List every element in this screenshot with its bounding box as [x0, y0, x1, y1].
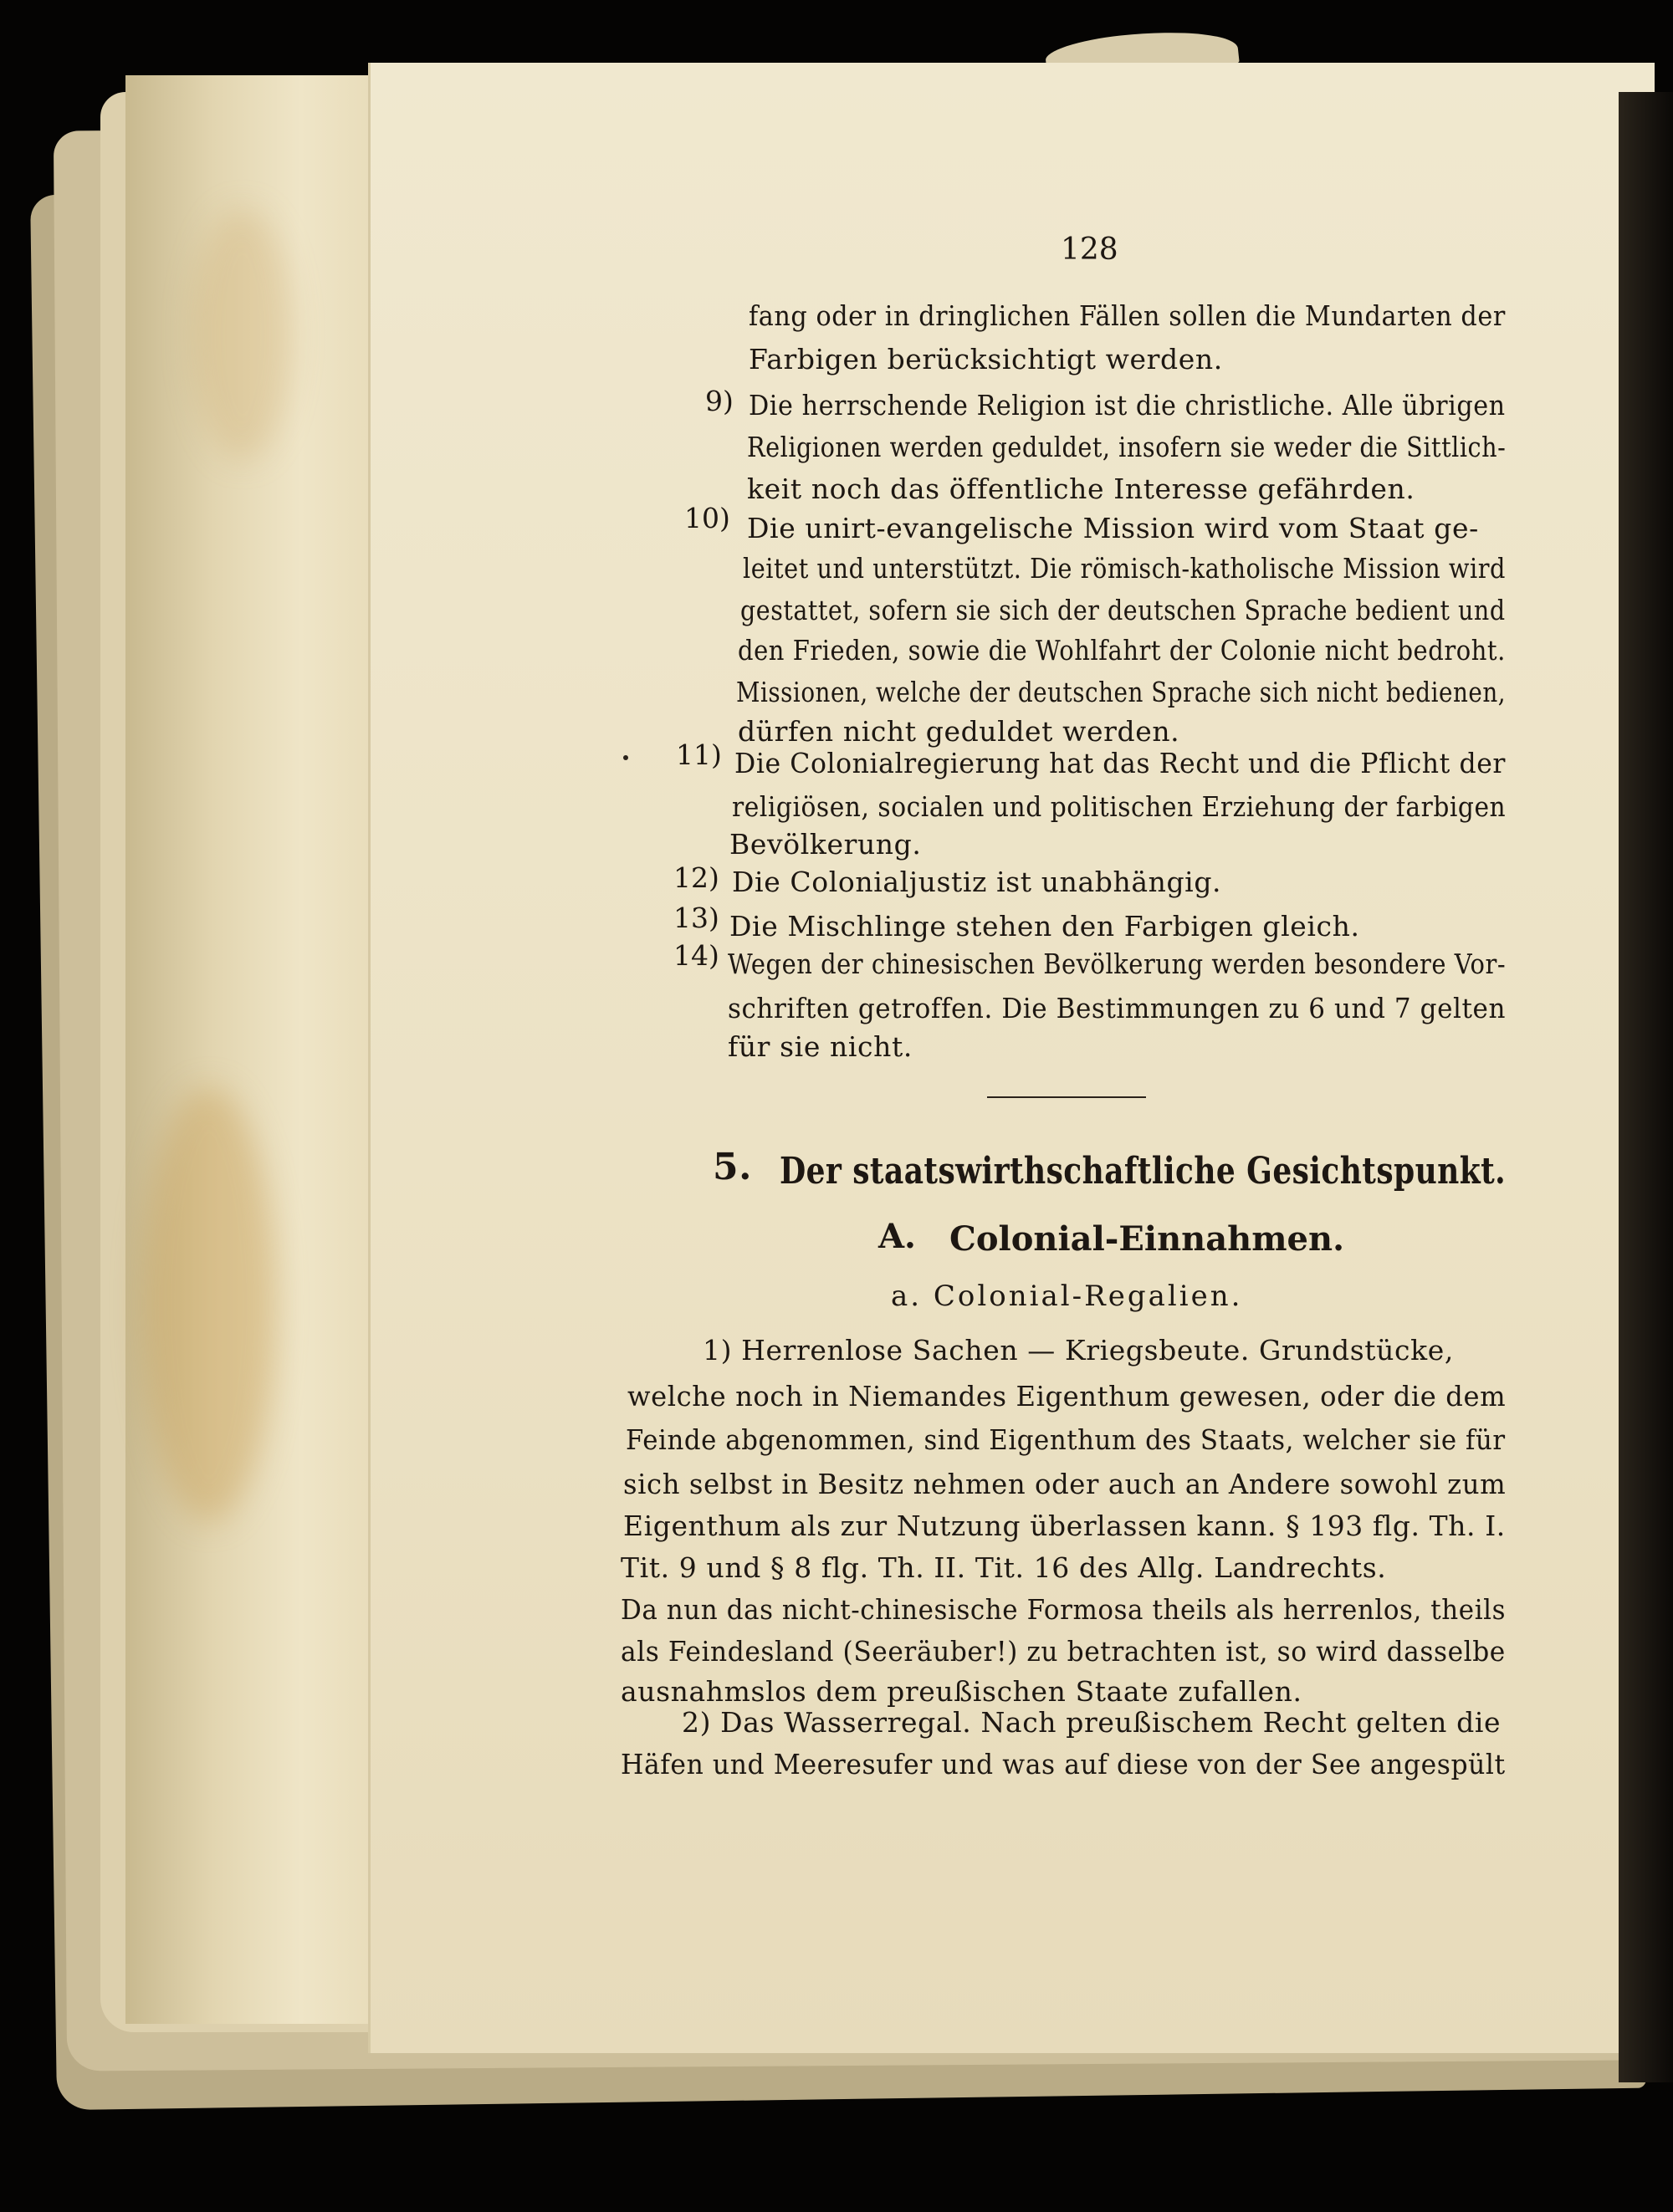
list-item-number: 12) [673, 861, 719, 894]
paragraph-line: welche noch in Niemandes Eigenthum gewesen, oder die dem [627, 1380, 1507, 1413]
paragraph-line: 2) Das Wasserregal. Nach preußischem Recht gelten die [682, 1706, 1502, 1739]
subsubheading: a. Colonial-Regalien. [891, 1280, 1243, 1313]
list-item-line: Die Colonialregierung hat das Recht und die Pflicht der [734, 747, 1507, 779]
list-item-line: Die Colonialjustiz ist unabhängig. [732, 866, 1222, 898]
list-item-line: den Frieden, sowie die Wohlfahrt der Colonie nicht bedroht. [738, 634, 1506, 667]
list-item-number: 11) [676, 738, 722, 771]
page-number: 128 [1061, 232, 1118, 267]
list-item-line: schriften getroffen. Die Bestimmungen zu 6 und 7 gelten [728, 992, 1507, 1024]
list-item-line: dürfen nicht geduldet werden. [738, 715, 1180, 748]
binding-shadow [1619, 92, 1673, 2082]
list-item-line: Die herrschende Religion ist die christliche. Alle übrigen [749, 389, 1506, 421]
paragraph-line: Feinde abgenommen, sind Eigenthum des Staats, welcher sie für [626, 1423, 1506, 1456]
list-item-number: 14) [673, 939, 719, 972]
margin-mark [623, 755, 628, 760]
section-heading: Der staatswirthschaftliche Gesichtspunkt. [780, 1150, 1507, 1193]
section-number: 5. [713, 1146, 752, 1188]
page-stain [192, 209, 293, 460]
paragraph-line: Häfen und Meeresufer und was auf diese von der See angespült [621, 1748, 1506, 1780]
paragraph-line: als Feindesland (Seeräuber!) zu betrachten ist, so wird dasselbe [621, 1635, 1506, 1668]
list-item-line: Farbigen berücksichtigt werden. [749, 343, 1223, 375]
paragraph-line: ausnahmslos dem preußischen Staate zufallen. [621, 1675, 1302, 1708]
page-stain [142, 1087, 276, 1522]
paragraph-line: sich selbst in Besitz nehmen oder auch an Andere sowohl zum [623, 1468, 1507, 1500]
paragraph-line: Da nun das nicht-chinesische Formosa theils als herrenlos, theils [621, 1593, 1507, 1626]
list-item-number: 9) [705, 385, 734, 417]
list-item-number: 10) [684, 502, 730, 534]
list-item-line: Missionen, welche der deutschen Sprache sich nicht bedienen, [736, 676, 1507, 708]
list-item-line: leitet und unterstützt. Die römisch-katholische Mission wird [743, 552, 1506, 585]
list-item-line: für sie nicht. [728, 1030, 913, 1063]
list-item-line: Die Mischlinge stehen den Farbigen gleich. [729, 910, 1360, 943]
paragraph-line: Tit. 9 und § 8 flg. Th. II. Tit. 16 des Allg. Landrechts. [621, 1551, 1387, 1584]
list-item-line: Wegen der chinesischen Bevölkerung werden besondere Vor- [728, 948, 1507, 980]
list-item-line: gestattet, sofern sie sich der deutschen Sprache bedient und [740, 594, 1506, 626]
subheading: Colonial-Einnahmen. [949, 1219, 1345, 1259]
subheading-letter: A. [878, 1217, 916, 1256]
list-item-line: keit noch das öffentliche Interesse gefährden. [747, 473, 1415, 505]
paragraph-line: Eigenthum als zur Nutzung überlassen kann. § 193 flg. Th. I. [623, 1510, 1506, 1542]
list-item-line: Religionen werden geduldet, insofern sie weder die Sittlich- [747, 431, 1507, 463]
list-item-line: religiösen, socialen und politischen Erziehung der farbigen [732, 790, 1507, 823]
paragraph-line: 1) Herrenlose Sachen — Kriegsbeute. Grundstücke, [703, 1334, 1454, 1367]
list-item-line: Bevölkerung. [729, 828, 922, 861]
section-divider [987, 1096, 1146, 1098]
list-item-line: Die unirt-evangelische Mission wird vom Staat ge- [747, 512, 1479, 544]
list-item-number: 13) [673, 902, 719, 934]
list-item-line: fang oder in dringlichen Fällen sollen die Mundarten der [749, 299, 1506, 332]
